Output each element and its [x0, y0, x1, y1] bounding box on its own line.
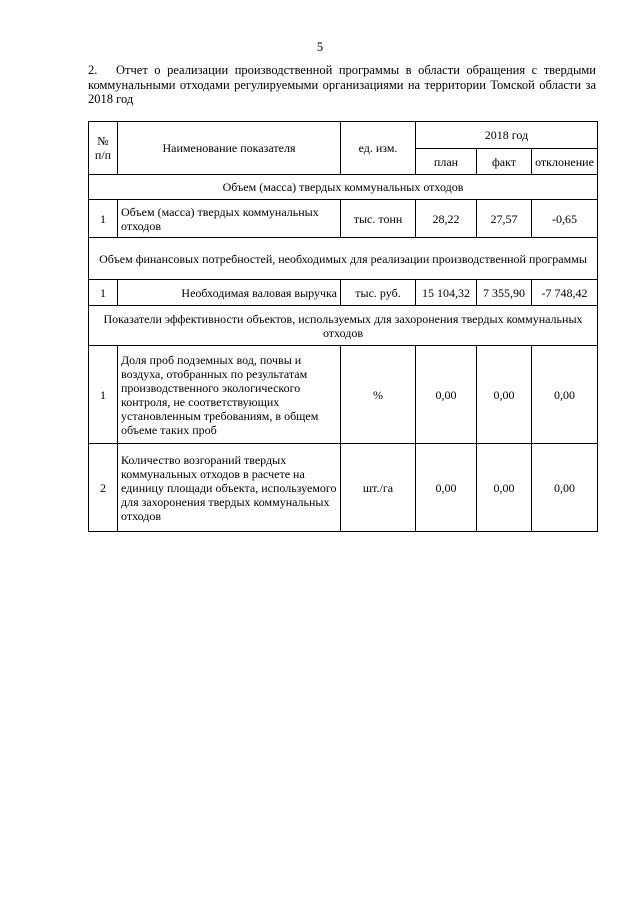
- row-deviation: -7 748,42: [532, 280, 598, 306]
- section-title-finance: Объем финансовых потребностей, необходимых для реализации производственной программы: [89, 238, 598, 280]
- row-name: Объем (масса) твердых коммунальных отходов: [118, 200, 341, 238]
- header-row-1: [89, 122, 598, 149]
- section-title-volume: Объем (масса) твердых коммунальных отходов: [89, 175, 598, 200]
- row-num: 2: [89, 444, 118, 532]
- row-name: Доля проб подземных вод, почвы и воздуха, отобранных по результатам производственного экологического контроля, не соответствующих установленным требованиям, в общем объеме таких проб: [118, 346, 341, 444]
- row-fact: 0,00: [477, 346, 532, 444]
- row-plan: 0,00: [416, 346, 477, 444]
- row-name: Необходимая валовая выручка: [118, 280, 341, 306]
- row-fact: 7 355,90: [477, 280, 532, 306]
- row-fact: 27,57: [477, 200, 532, 238]
- header-name: Наименование показателя: [118, 122, 341, 175]
- row-num: 1: [89, 280, 118, 306]
- report-table: [88, 121, 598, 532]
- section-heading: [88, 63, 596, 107]
- row-deviation: -0,65: [532, 200, 598, 238]
- header-year: 2018 год: [416, 122, 598, 149]
- header-deviation: отклонение: [532, 149, 598, 175]
- row-name: Количество возгораний твердых коммунальных отходов в расчете на единицу площади объекта, используемого для захоронения твердых коммунальных отходов: [118, 444, 341, 532]
- header-plan: план: [416, 149, 477, 175]
- row-num: 1: [89, 200, 118, 238]
- row-unit: тыс. тонн: [341, 200, 416, 238]
- page-number: 5: [316, 40, 324, 54]
- row-unit: шт./га: [341, 444, 416, 532]
- row-plan: 0,00: [416, 444, 477, 532]
- row-deviation: 0,00: [532, 444, 598, 532]
- section-title-efficiency: Показатели эффективности объектов, используемых для захоронения твердых коммунальных отходов: [89, 306, 598, 346]
- section-title: Отчет о реализации производственной программы в области обращения с твердыми коммунальными отходами регулируемыми организациями на территории Томской области за 2018 год: [88, 63, 596, 106]
- header-num: № п/п: [89, 122, 118, 175]
- header-unit: ед. изм.: [341, 122, 416, 175]
- row-plan: 15 104,32: [416, 280, 477, 306]
- row-num: 1: [89, 346, 118, 444]
- section-number: 2.: [88, 63, 98, 77]
- section-header: [89, 238, 598, 280]
- row-plan: 28,22: [416, 200, 477, 238]
- row-unit: тыс. руб.: [341, 280, 416, 306]
- row-fact: 0,00: [477, 444, 532, 532]
- table-row: [89, 200, 598, 238]
- header-fact: факт: [477, 149, 532, 175]
- table-row: [89, 280, 598, 306]
- section-header: [89, 175, 598, 200]
- section-header: [89, 306, 598, 346]
- row-deviation: 0,00: [532, 346, 598, 444]
- row-unit: %: [341, 346, 416, 444]
- table-row: [89, 444, 598, 532]
- table-row: [89, 346, 598, 444]
